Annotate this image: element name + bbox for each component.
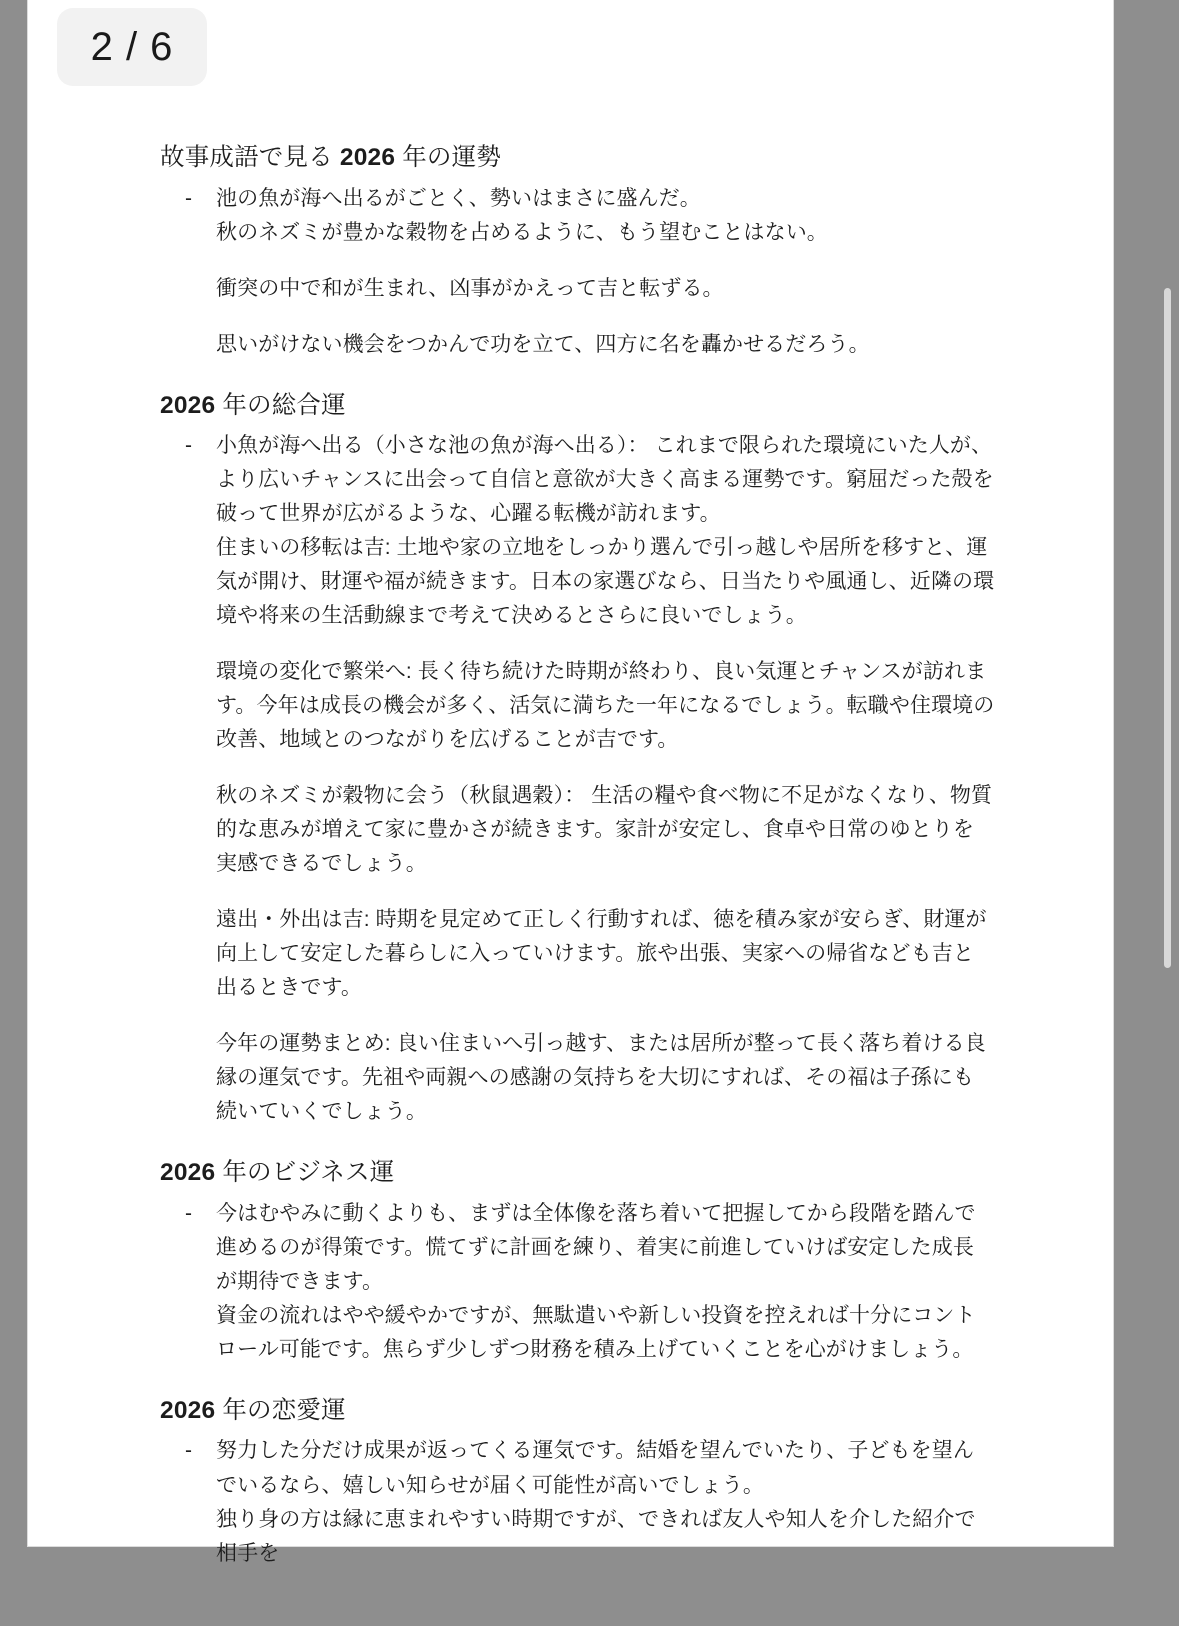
section-heading xyxy=(160,1155,995,1191)
bullet-paragraph: 今はむやみに動くよりも、まずは全体像を落ち着いて把握してから段階を踏んで進めるのが得策です。慌てずに計画を練り、着実に前進していけば安定した成長が期待できます。 xyxy=(216,1201,976,1293)
document-section xyxy=(160,1393,995,1571)
bullet-item xyxy=(160,429,995,531)
bullet-item xyxy=(160,182,995,216)
heading-suffix: 年のビジネス運 xyxy=(215,1159,395,1187)
document-section xyxy=(160,1155,995,1367)
paragraph: 秋のネズミが豊かな穀物を占めるように、もう望むことはない。 xyxy=(216,220,828,244)
bullet-dash: - xyxy=(185,434,192,458)
document-section xyxy=(160,388,995,1130)
page-indicator: 2 / 6 xyxy=(57,8,207,86)
paragraph: 思いがけない機会をつかんで功を立て、四方に名を轟かせるだろう。 xyxy=(216,332,870,356)
section-paragraphs xyxy=(216,1299,995,1367)
paragraph: 環境の変化で繁栄へ: 長く待ち続けた時期が終わり、良い気運とチャンスが訪れます。今年は成長の機会が多く、活気に満ちた一年になるでしょう。転職や住環境の改善、地域とのつながりを広げることが吉です。 xyxy=(216,660,995,752)
bullet-paragraph: 努力した分だけ成果が返ってくる運気です。結婚を望んでいたり、子どもを望んでいるなら、嬉しい知らせが届く可能性が高いでしょう。 xyxy=(216,1439,974,1497)
document-content xyxy=(160,140,995,1593)
document-page xyxy=(28,0,1113,1565)
section-heading xyxy=(160,140,995,176)
section-paragraphs xyxy=(216,216,995,362)
heading-prefix: 故事成語で見る xyxy=(160,144,340,171)
heading-suffix: 年の恋愛運 xyxy=(215,1396,346,1424)
section-heading xyxy=(160,388,995,424)
section-heading xyxy=(160,1393,995,1429)
bullet-item xyxy=(160,1434,995,1502)
heading-suffix: 年の総合運 xyxy=(215,391,346,419)
paragraph: 住まいの移転は吉: 土地や家の立地をしっかり選んで引っ越しや居所を移すと、運気が開け、財運や福が続きます。日本の家選びなら、日当たりや風通し、近隣の環境や将来の生活動線まで考えて決めるとさらに良いでしょう。 xyxy=(216,536,995,628)
heading-year: 2026 xyxy=(160,1396,216,1424)
paragraph: 秋のネズミが穀物に会う（秋鼠遇穀）： 生活の糧や食べ物に不足がなくなり、物質的な恵みが増えて家に豊かさが続きます。家計が安定し、食卓や日常のゆとりを実感できるでしょう。 xyxy=(216,784,993,876)
heading-year: 2026 xyxy=(339,144,396,171)
section-paragraphs xyxy=(216,531,995,1129)
heading-year: 2026 xyxy=(160,391,216,419)
document-section xyxy=(160,140,995,362)
bullet-paragraph: 小魚が海へ出る（小さな池の魚が海へ出る）： これまで限られた環境にいた人が、より広いチャンスに出会って自信と意欲が大きく高まる運勢です。窮屈だった殻を破って世界が広がるような、心躍る転機が訪れます。 xyxy=(216,434,994,526)
section-paragraphs xyxy=(216,1503,995,1571)
paragraph: 衝突の中で和が生まれ、凶事がかえって吉と転ずる。 xyxy=(216,276,724,300)
bullet-paragraph: 池の魚が海へ出るがごとく、勢いはまさに盛んだ。 xyxy=(216,186,701,210)
left-gutter xyxy=(0,0,28,1626)
paragraph: 遠出・外出は吉: 時期を見定めて正しく行動すれば、徳を積み家が安らぎ、財運が向上して安定した暮らしに入っていけます。旅や出張、実家への帰省なども吉と出るときです。 xyxy=(216,908,987,1000)
bullet-dash: - xyxy=(185,1201,192,1225)
vertical-scrollbar-thumb[interactable] xyxy=(1164,288,1171,968)
paragraph: 今年の運勢まとめ: 良い住まいへ引っ越す、または居所が整って長く落ち着ける良縁の運気です。先祖や両親への感謝の気持ちを大切にすれば、その福は子孫にも続いていくでしょう。 xyxy=(216,1032,986,1124)
bullet-item xyxy=(160,1197,995,1299)
heading-suffix: 年の運勢 xyxy=(395,144,502,171)
heading-year: 2026 xyxy=(160,1159,216,1187)
bullet-dash: - xyxy=(185,186,192,210)
paragraph: 独り身の方は縁に恵まれやすい時期ですが、できれば友人や知人を介した紹介で相手を xyxy=(216,1507,976,1565)
bullet-dash: - xyxy=(185,1439,192,1463)
paragraph: 資金の流れはやや緩やかですが、無駄遣いや新しい投資を控えれば十分にコントロール可能です。焦らず少しずつ財務を積み上げていくことを心がけましょう。 xyxy=(216,1303,976,1361)
